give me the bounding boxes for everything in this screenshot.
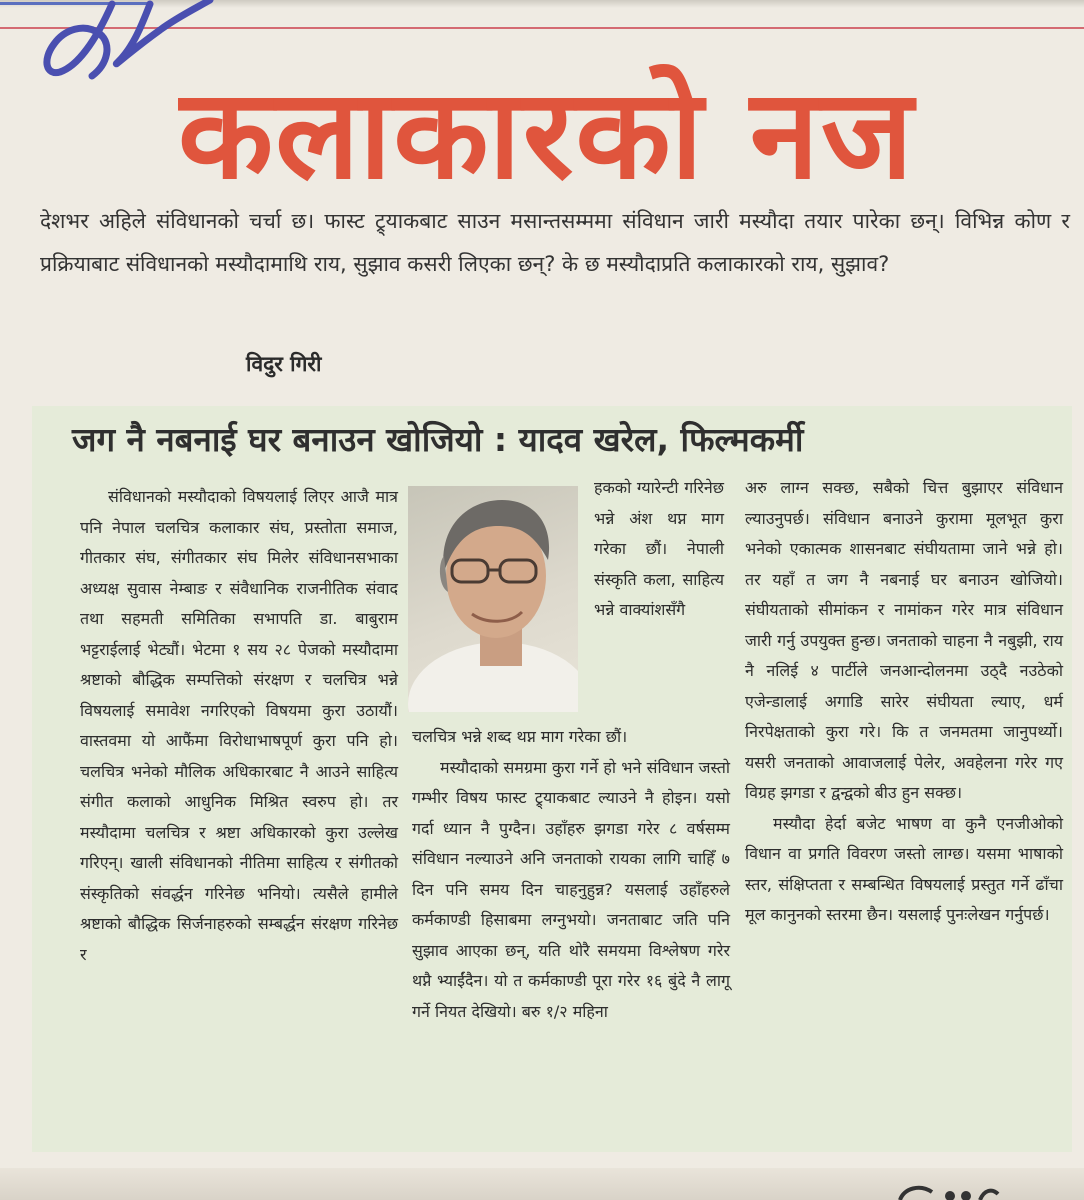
interview-subhead: जग नै नबनाई घर बनाउन खोजियो : यादव खरेल, फिल्मकर्मी <box>72 420 804 459</box>
intro-text: देशभर अहिले संविधानको चर्चा छ। फास्ट ट्र्याकबाट साउन मसान्तसम्ममा संविधान जारी मस्यौदा तयार पारेका छन्। विभिन्न कोण र प्रक्रियाबाट संविधानको मस्यौदामाथि राय, सुझाव कसरी लिएका छन्? के छ मस्यौदाप्रति कलाकारको राय, सुझाव? <box>40 209 1070 276</box>
portrait-photo-icon <box>408 486 578 712</box>
ink-fragment-icon <box>880 1180 1000 1200</box>
byline: विदुर गिरी <box>246 352 322 376</box>
column-3-paragraph-2: मस्यौदा हेर्दा बजेट भाषण वा कुनै एनजीओको विधान वा प्रगति विवरण जस्तो लाग्छ। यसमा भाषाको स्तर, संक्षिप्तता र सम्बन्धित विषयलाई प्रस्तुत गर्ने ढाँचा मूल कानुनको स्तरमा छैन। यसलाई पुनःलेखन गर्नुपर्छ। <box>745 813 1063 924</box>
column-1-text: संविधानको मस्यौदाको विषयलाई लिएर आजै मात्र पनि नेपाल चलचित्र कलाकार संघ, प्रस्तोता समाज, गीतकार संघ, संगीतकार संघ मिलेर संविधानसभाका अध्यक्ष सुवास नेम्बाङ र संवैधानिक राजनीतिक संवाद तथा सहमती समितिका सभापति डा. बाबुराम भट्टराईलाई भेट्यौं। भेटमा १ सय २८ पेजको मस्यौदामा श्रष्टाको बौद्धिक सम्पत्तिको संरक्षण र चलचित्र भन्ने विषयलाई समावेश नगरिएको विषयमा कुरा उठायौं। वास्तवमा यो आफैंमा विरोधाभाषपूर्ण कुरा पनि हो। चलचित्र भनेको मौलिक अधिकारबाट नै आउने साहित्य संगीत कलाको आधुनिक मिश्रित स्वरुप हो। तर मस्यौदामा चलचित्र र श्रष्टा अधिकारको कुरा उल्लेख गरिएन्। खाली संविधानको नीतिमा साहित्य र संगीतको संस्कृतिको संवर्द्धन गरिनेछ भनियो। त्यसैले हामीले श्रष्टाको बौद्धिक सिर्जनाहरुको सम्बर्द्धन संरक्षण गरिनेछ र <box>80 487 398 964</box>
column-2 <box>412 722 730 1027</box>
intro-paragraph <box>40 200 1070 286</box>
column-2-paragraph-2: मस्यौदाको समग्रमा कुरा गर्ने हो भने संविधान जस्तो गम्भीर विषय फास्ट ट्र्याकबाट ल्याउने नै होइन। यसो गर्दा ध्यान नै पुग्दैन। उहाँहरु झगडा गरेर ८ वर्षसम्म संविधान नल्याउने अनि जनताको रायका लागि चाहिँ ७ दिन पनि समय दिन चाहनुहुन्न? यसलाई उहाँहरुले कर्मकाण्डी हिसाबमा लग्नुभयो। जनताबाट जति पनि सुझाव आएका छन्, यति थोरै समयमा विश्लेषण गरेर थप्नै भ्याईंदैन। यो त कर्मकाण्डी पूरा गरेर १६ बुंदे नै लागू गर्ने नियत देखियो। बरु १/२ महिना <box>412 757 730 1021</box>
column-3 <box>745 473 1063 931</box>
column-1 <box>80 482 398 970</box>
column-2-top-text: हकको ग्यारेन्टी गरिनेछ भन्ने अंश थप्न माग गरेका छौं। नेपाली संस्कृति कला, साहित्य भन्ने वाक्यांशसँगै <box>594 478 724 619</box>
column-2-paragraph-1: चलचित्र भन्ने शब्द थप्न माग गरेका छौं। <box>412 727 628 746</box>
portrait-photo <box>408 486 578 712</box>
column-3-paragraph-1: अरु लाग्न सक्छ, सबैको चित्त बुझाएर संविधान ल्याउनुपर्छ। संविधान बनाउने कुरामा मूलभूत कुरा भनेको एकात्मक शासनबाट संघीयतामा जाने भन्ने हो। तर यहाँ त जग नै नबनाई घर बनाउन खोजियो। संघीयताको सीमांकन र नामांकन गरेर मात्र संविधान जारी गर्नु उपयुक्त हुन्छ। जनताको चाहना नै नबुझी, राय नै नलिई ४ पार्टीले जनआन्दोलनमा उठ्दै नउठेको एजेन्डालाई अगाडि सारेर संघीयता ल्याए, धर्म निरपेक्षताको कुरा गरे। कि त जनमतमा जानुपर्थ्यो। यसरी जनताको आवाजलाई पेलेर, अवहेलना गरेर गए विग्रह झगडा र द्वन्द्वको बीउ हुन सक्छ। <box>745 478 1063 802</box>
column-2-top <box>594 473 724 626</box>
headline: कलाकारको नज <box>178 63 915 207</box>
